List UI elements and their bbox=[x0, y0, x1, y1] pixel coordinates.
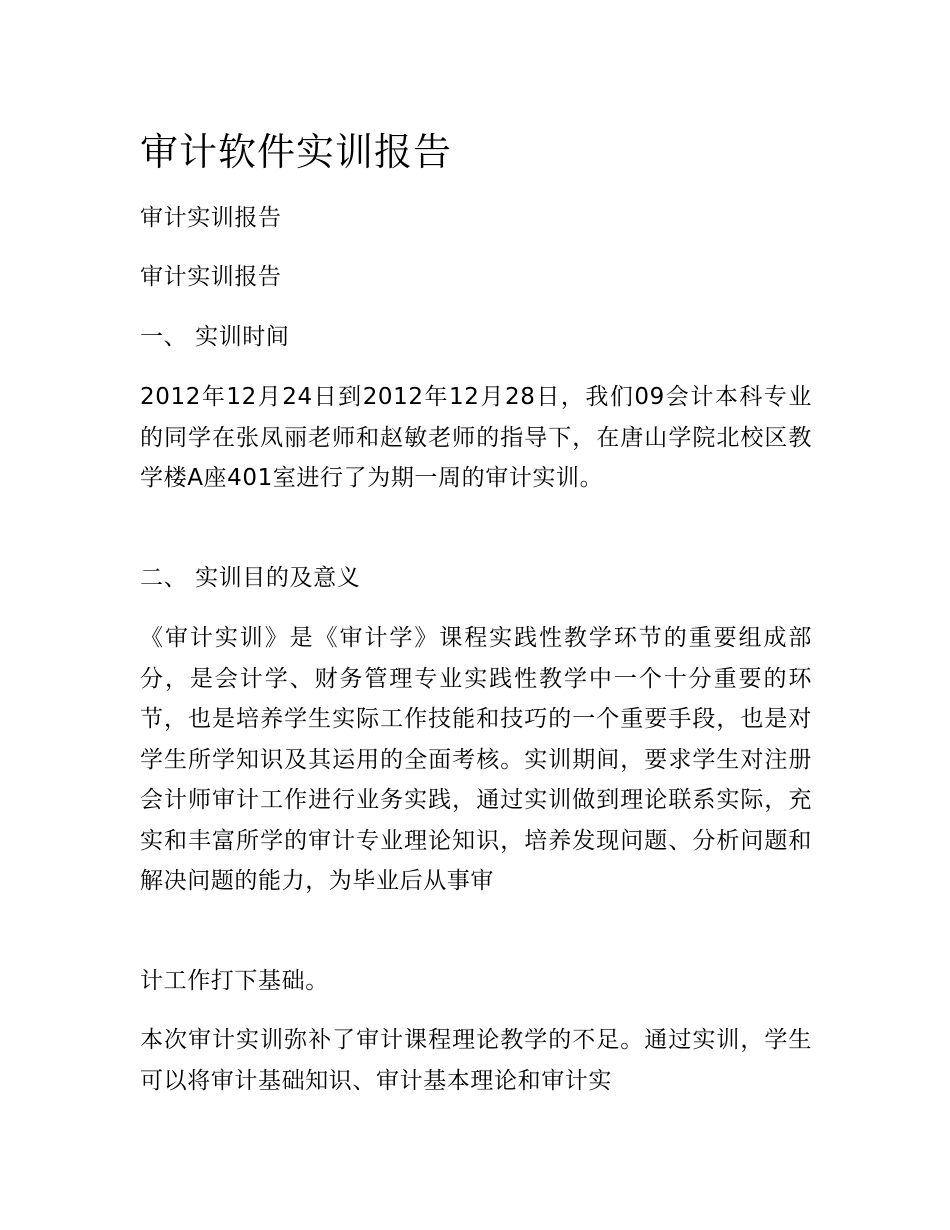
subtitle-paragraph: 审计实训报告 bbox=[140, 205, 282, 231]
document-title: 审计软件实训报告 bbox=[140, 130, 453, 174]
section-heading-time: 一、 实训时间 bbox=[140, 324, 290, 350]
paragraph-purpose: 《审计实训》是《审计学》课程实践性教学环节的重要组成部分，是会计学、财务管理专业实践性教学中一个十分重要的环节，也是培养学生实际工作技能和技巧的一个重要手段，也是对学生所学知识及其运用的全面考核。实训期间，要求学生对注册会计师审计工作进行业务实践，通过实训做到理论联系实际，充实和丰富所学的审计专业理论知识，培养发现问题、分析问题和解决问题的能力，为毕业后从事审 bbox=[140, 625, 812, 894]
paragraph-training-supplement: 本次审计实训弥补了审计课程理论教学的不足。通过实训，学生可以将审计基础知识、审计基本理论和审计实 bbox=[140, 1027, 812, 1094]
paragraph-training-time: 2012年12月24日到2012年12月28日，我们09会计本科专业的同学在张凤丽老师和赵敏老师的指导下，在唐山学院北校区教学楼A座401室进行了为期一周的审计实训。 bbox=[140, 384, 812, 491]
paragraph-purpose-continued: 计工作打下基础。 bbox=[140, 968, 329, 994]
section-heading-purpose: 二、 实训目的及意义 bbox=[140, 565, 361, 591]
subtitle-paragraph-repeat: 审计实训报告 bbox=[140, 264, 282, 290]
